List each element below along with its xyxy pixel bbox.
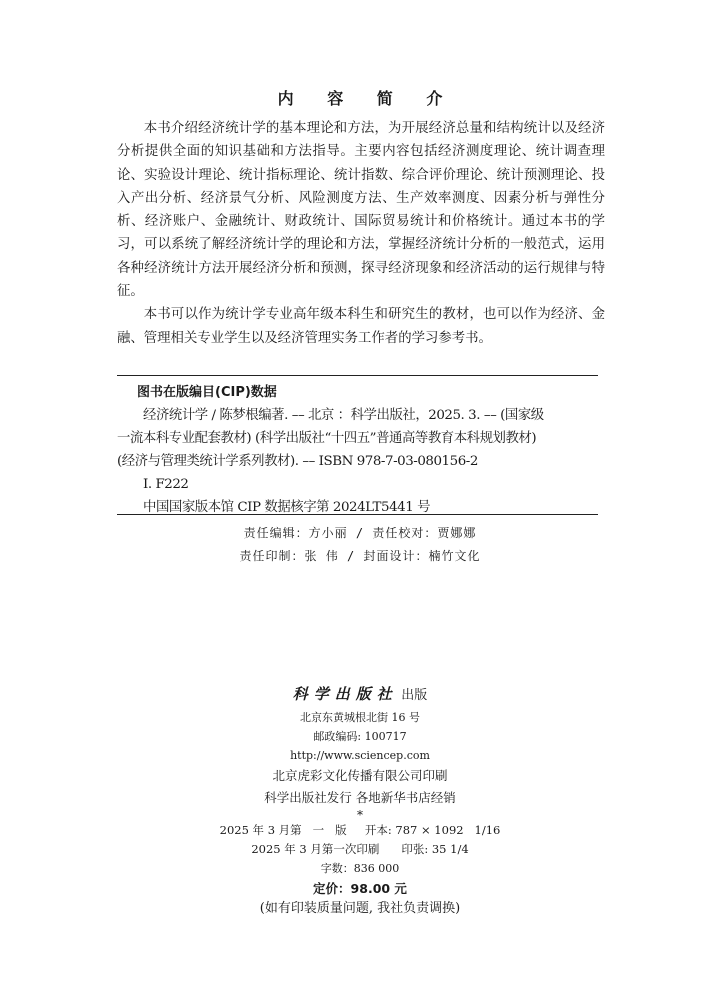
cip-line-3: (经济与管理类统计学系列教材). –– ISBN 978-7-03-080156-2 [117,454,478,469]
cip-heading: 图书在版编目(CIP)数据 [137,385,277,400]
word-count: 字数：836 000 [320,862,400,875]
publisher-suffix: 出版 [401,688,428,703]
editors-line-2: 责任印制：张 伟 / 封面设计：楠竹文化 [239,549,481,563]
printing-line: 2025 年 3 月第一次印刷 印张: 35 1/4 [251,842,469,856]
publisher-postcode: 邮政编码: 100717 [313,730,407,743]
cip-block [117,381,598,519]
page-title: 内 容 简 介 [277,89,457,108]
publisher-address: 北京东黄城根北街 16 号 [300,711,420,724]
publisher-url: http://www.sciencep.com [290,749,430,762]
editors-line-1: 责任编辑：方小丽 / 责任校对：贾娜娜 [243,526,477,540]
cip-line-1: 经济统计学 / 陈梦根编著. –– 北京 ：科学出版社，2025. 3. –– (国家级 [143,408,544,423]
distribution-line: 科学出版社发行 各地新华书店经销 [264,790,456,805]
separator-star: * [357,808,363,822]
cip-line-2: 一流本科专业配套教材) (科学出版社“十四五”普通高等教育本科规划教材) [117,431,537,446]
cip-line-5: 中国国家版本馆 CIP 数据核字第 2024LT5441 号 [143,500,431,515]
cip-line-4: Ⅰ. F222 [143,477,189,492]
colophon-block [0,682,720,918]
price: 定价：98.00 元 [313,881,407,896]
summary-section [117,117,605,350]
cip-top-rule [117,375,598,376]
edition-line: 2025 年 3 月第 一 版 开本: 787 × 1092 1/16 [219,823,501,837]
summary-paragraph-1: 本书介绍经济统计学的基本理论和方法，为开展经济总量和结构统计以及经济分析提供全面的知识基础和方法指导。主要内容包括经济测度理论、统计调查理论、实验设计理论、统计指标理论、统计指数、综合评价理论、统计预测理论、投入产出分析、经济景气分析、风险测度方法、生产效率测度、因素分析与弹性分析、经济账户、金融统计、财政统计、国际贸易统计和价格统计。通过本书的学习，可以系统了解经济统计学的理论和方法，掌握经济统计分析的一般范式，运用各种经济统计方法开展经济分析和预测，探寻经济现象和经济活动的运行规律与特征。 [117,121,605,300]
editors-block [0,522,720,568]
publisher-logo: 科学出版社 [292,685,398,703]
quality-note: (如有印装质量问题, 我社负责调换) [259,901,461,916]
printer-line: 北京虎彩文化传播有限公司印刷 [272,768,448,783]
summary-paragraph-2: 本书可以作为统计学专业高年级本科生和研究生的教材，也可以作为经济、金融、管理相关专业学生以及经济管理实务工作者的学习参考书。 [117,307,605,346]
publisher-line [0,682,720,708]
cip-bottom-rule [117,514,598,515]
